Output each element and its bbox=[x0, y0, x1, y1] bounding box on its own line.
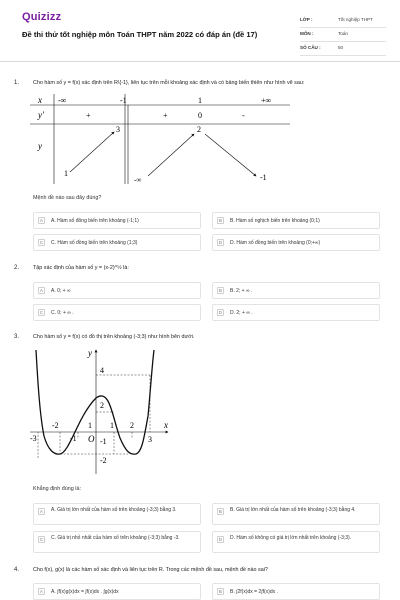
option-text: B. Giá trị lớn nhất của hàm số trên khoảng (-3;3) bằng 4. bbox=[230, 507, 356, 513]
option-text: B. Hàm số nghịch biến trên khoảng (0;1) bbox=[230, 218, 320, 224]
graph-tick-y: -1 bbox=[100, 437, 107, 446]
option-d[interactable] bbox=[212, 531, 380, 553]
option-text: C. Hàm số đồng biến trên khoảng (1;3) bbox=[51, 240, 138, 246]
question-prompt: Khẳng định đúng là: bbox=[33, 486, 81, 492]
graph-tick-y: 2 bbox=[100, 401, 104, 410]
table-sign: + bbox=[86, 111, 91, 120]
option-text: A. ∫f(x)g(x)dx = ∫f(x)dx . ∫g(x)dx bbox=[51, 589, 119, 595]
option-b[interactable] bbox=[212, 583, 380, 600]
meta-value: 50 bbox=[338, 45, 344, 50]
meta-value: Toán bbox=[338, 31, 348, 36]
meta-row-subject bbox=[300, 28, 386, 42]
meta-label: SỐ CÂU : bbox=[300, 45, 321, 50]
option-letter: B bbox=[217, 588, 224, 595]
option-text: B. 2; + ∞ . bbox=[230, 288, 253, 294]
table-y-value: -∞ bbox=[134, 176, 142, 184]
question-text: Cho f(x), g(x) là các hàm số xác định và liên tục trên R. Trong các mệnh đề sau, mệnh đề nào sai? bbox=[33, 567, 268, 573]
option-letter: C bbox=[39, 240, 44, 245]
graph-tick-x: -2 bbox=[52, 421, 59, 430]
variation-table bbox=[30, 94, 290, 184]
meta-panel bbox=[300, 14, 386, 56]
table-x-value: 1 bbox=[198, 96, 202, 105]
graph-tick-x: -3 bbox=[30, 434, 37, 443]
question-number: 3. bbox=[14, 334, 20, 340]
option-text: A. 0; + ∞ bbox=[51, 288, 71, 294]
question-prompt: Mệnh đề nào sau đây đúng? bbox=[33, 195, 102, 201]
graph-y-label: y bbox=[88, 348, 92, 358]
option-letter: B bbox=[217, 217, 224, 224]
option-text: C. Giá trị nhỏ nhất của hàm số trên khoảng (-3;3) bằng -3. bbox=[51, 535, 180, 541]
option-letter: B bbox=[217, 287, 224, 294]
table-y-label: y bbox=[38, 141, 42, 151]
graph-tick-x: -1 bbox=[70, 434, 77, 443]
graph-tick-x: 3 bbox=[148, 435, 152, 444]
option-d[interactable] bbox=[212, 304, 380, 321]
quizizz-logo: Quizizz bbox=[22, 11, 62, 23]
question-text: Cho hàm số y = f(x) có đồ thị trên khoảng (-3;3) như hình bên dưới. bbox=[33, 334, 195, 340]
table-sign: - bbox=[242, 111, 245, 120]
option-a[interactable] bbox=[33, 212, 201, 229]
option-letter: D bbox=[218, 537, 223, 542]
option-b[interactable] bbox=[212, 282, 380, 299]
document-title: Đề thi thử tốt nghiệp môn Toán THPT năm 2022 có đáp án (đề 17) bbox=[22, 30, 258, 39]
table-sign: 0 bbox=[198, 111, 202, 120]
option-c[interactable] bbox=[33, 304, 201, 321]
option-b[interactable] bbox=[212, 212, 380, 229]
option-letter: A bbox=[38, 217, 45, 224]
option-letter: D bbox=[218, 310, 223, 315]
graph-tick-y: -2 bbox=[100, 456, 107, 465]
function-graph bbox=[30, 346, 180, 476]
option-b[interactable] bbox=[212, 503, 380, 525]
meta-label: LỚP : bbox=[300, 17, 313, 22]
table-y-value: 3 bbox=[116, 125, 120, 134]
table-sign: + bbox=[163, 111, 168, 120]
option-letter: A bbox=[38, 287, 45, 294]
option-a[interactable] bbox=[33, 503, 201, 525]
header bbox=[0, 0, 400, 62]
option-letter: B bbox=[217, 508, 224, 515]
meta-row-class bbox=[300, 14, 386, 28]
question-number: 1. bbox=[14, 80, 20, 86]
table-y-value: 1 bbox=[64, 169, 68, 178]
option-c[interactable] bbox=[33, 531, 201, 553]
table-y-value: -1 bbox=[260, 173, 267, 182]
option-text: B. ∫2f(x)dx = 2∫f(x)dx . bbox=[230, 589, 278, 595]
option-a[interactable] bbox=[33, 583, 201, 600]
question-text: Tập xác định của hàm số y = (x-2)^½ là: bbox=[33, 265, 129, 271]
graph-origin-label: O bbox=[88, 434, 95, 444]
option-letter: A bbox=[38, 588, 45, 595]
option-letter: C bbox=[39, 310, 44, 315]
table-x-value: +∞ bbox=[261, 96, 272, 105]
option-text: D. Hàm số đồng biến trên khoảng (0;+∞) bbox=[230, 240, 321, 246]
option-letter: C bbox=[39, 537, 44, 542]
option-text: D. 2; + ∞ . bbox=[230, 310, 253, 316]
graph-tick-x: 2 bbox=[130, 421, 134, 430]
question-number: 4. bbox=[14, 567, 20, 573]
option-text: A. Giá trị lớn nhất của hàm số trên khoảng (-3;3) bằng 3. bbox=[51, 507, 177, 513]
graph-tick-y: 1 bbox=[88, 421, 92, 430]
option-c[interactable] bbox=[33, 234, 201, 251]
option-d[interactable] bbox=[212, 234, 380, 251]
question-text: Cho hàm số y = f(x) xác định trên R\{-1}, liên tục trên mỗi khoảng xác định và có bảng biến thiên như hình vẽ sau: bbox=[33, 80, 305, 86]
meta-row-count bbox=[300, 42, 386, 56]
meta-label: MÔN : bbox=[300, 31, 314, 36]
option-text: A. Hàm số đồng biến trên khoảng (-1;1) bbox=[51, 218, 139, 224]
graph-x-label: x bbox=[164, 420, 168, 430]
table-y-value: 2 bbox=[197, 125, 201, 134]
option-letter: A bbox=[38, 508, 45, 515]
option-text: D. Hàm số không có giá trị lớn nhất trên khoảng (-3;3). bbox=[230, 535, 352, 541]
table-x-value: -∞ bbox=[58, 96, 67, 105]
option-text: C. 0; + ∞ . bbox=[51, 310, 74, 316]
table-x-label: x bbox=[38, 95, 42, 105]
meta-value: Tốt nghiệp THPT bbox=[338, 17, 373, 22]
table-x-value: -1 bbox=[120, 96, 127, 105]
graph-tick-x: 1 bbox=[110, 421, 114, 430]
option-letter: D bbox=[218, 240, 223, 245]
graph-tick-y: 4 bbox=[100, 366, 104, 375]
table-yprime-label: y' bbox=[38, 110, 44, 120]
question-number: 2. bbox=[14, 265, 20, 271]
option-a[interactable] bbox=[33, 282, 201, 299]
